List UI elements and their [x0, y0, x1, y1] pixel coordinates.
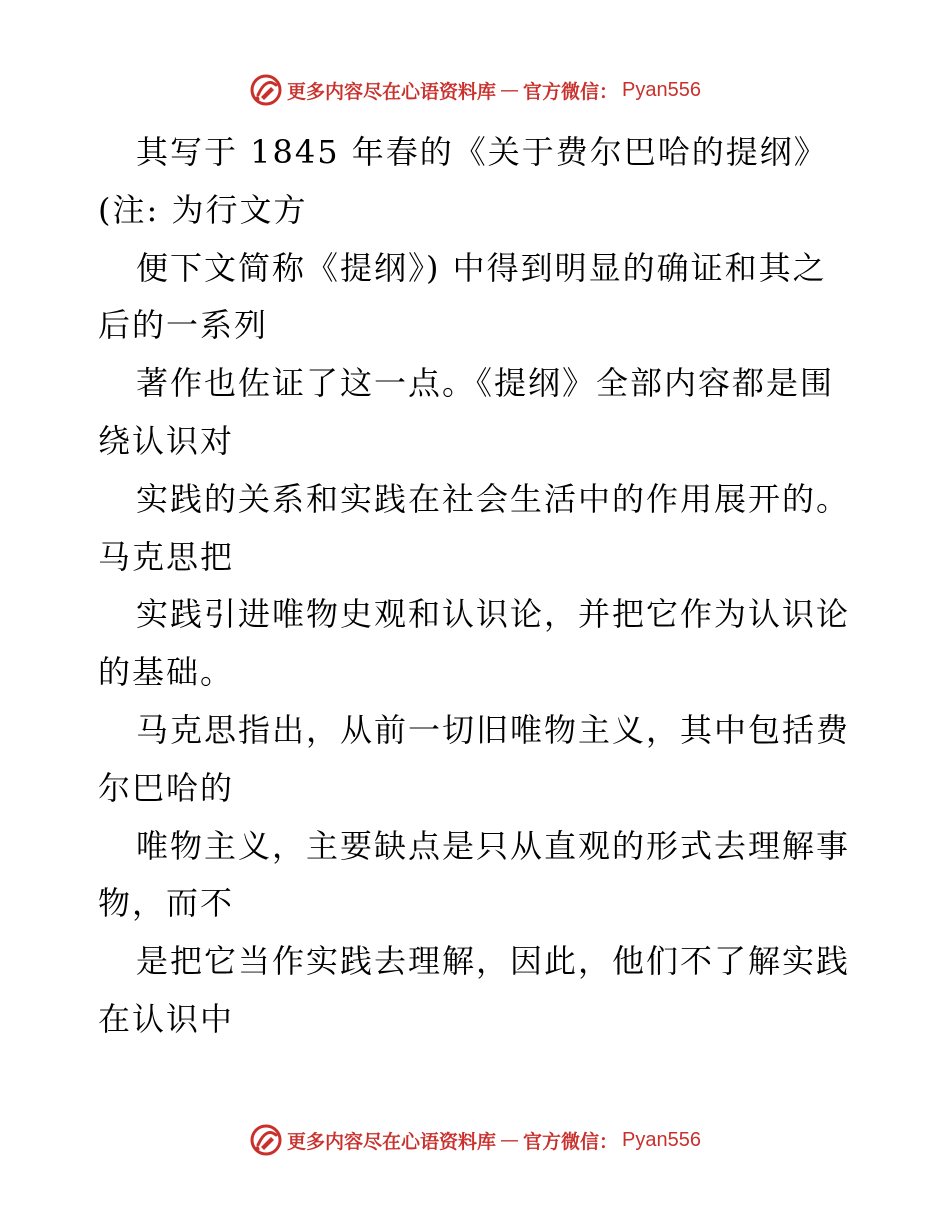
header-separator: — [500, 79, 520, 101]
header-wechat-id: Pyan556 [622, 78, 701, 101]
body-line-2: (注: 为行文方 [98, 190, 308, 229]
body-line-6: 绕认识对 [98, 421, 235, 460]
footer-banner-content [249, 1123, 701, 1157]
header-banner [0, 70, 950, 110]
brand-logo-icon [249, 1123, 283, 1157]
body-line-9: 实践引进唯物史观和认识论，并把它作为认识论 [136, 595, 851, 634]
body-line-15: 是把它当作实践去理解，因此，他们不了解实践 [136, 942, 851, 981]
footer-banner [0, 1120, 950, 1160]
body-line-4: 后的一系列 [98, 306, 269, 345]
body-line-5: 著作也佐证了这一点。《提纲》全部内容都是围 [136, 364, 835, 403]
footer-separator: — [500, 1129, 520, 1151]
body-line-1: 其写于 1845 年春的《关于费尔巴哈的提纲》 [136, 133, 828, 171]
body-line-12: 尔巴哈的 [98, 768, 235, 807]
document-body [98, 124, 858, 1049]
body-line-7: 实践的关系和实践在社会生活中的作用展开的。 [136, 479, 851, 518]
header-wechat-label: 官方微信： [523, 80, 619, 103]
footer-wechat-label: 官方微信： [523, 1130, 619, 1153]
footer-brand-text: 更多内容尽在心语资料库 [287, 1130, 497, 1153]
header-banner-content [249, 73, 701, 107]
body-line-11: 马克思指出，从前一切旧唯物主义，其中包括费 [136, 710, 851, 749]
footer-wechat-id: Pyan556 [622, 1128, 701, 1151]
body-line-10: 的基础。 [98, 653, 235, 692]
header-brand-text: 更多内容尽在心语资料库 [287, 80, 497, 103]
body-line-3: 便下文简称《提纲》) 中得到明显的确证和其之 [136, 248, 827, 287]
brand-logo-icon [249, 73, 283, 107]
body-line-14: 物，而不 [98, 884, 235, 923]
body-line-16: 在认识中 [98, 999, 235, 1038]
body-line-8: 马克思把 [98, 537, 235, 576]
body-line-13: 唯物主义，主要缺点是只从直观的形式去理解事 [136, 826, 851, 865]
